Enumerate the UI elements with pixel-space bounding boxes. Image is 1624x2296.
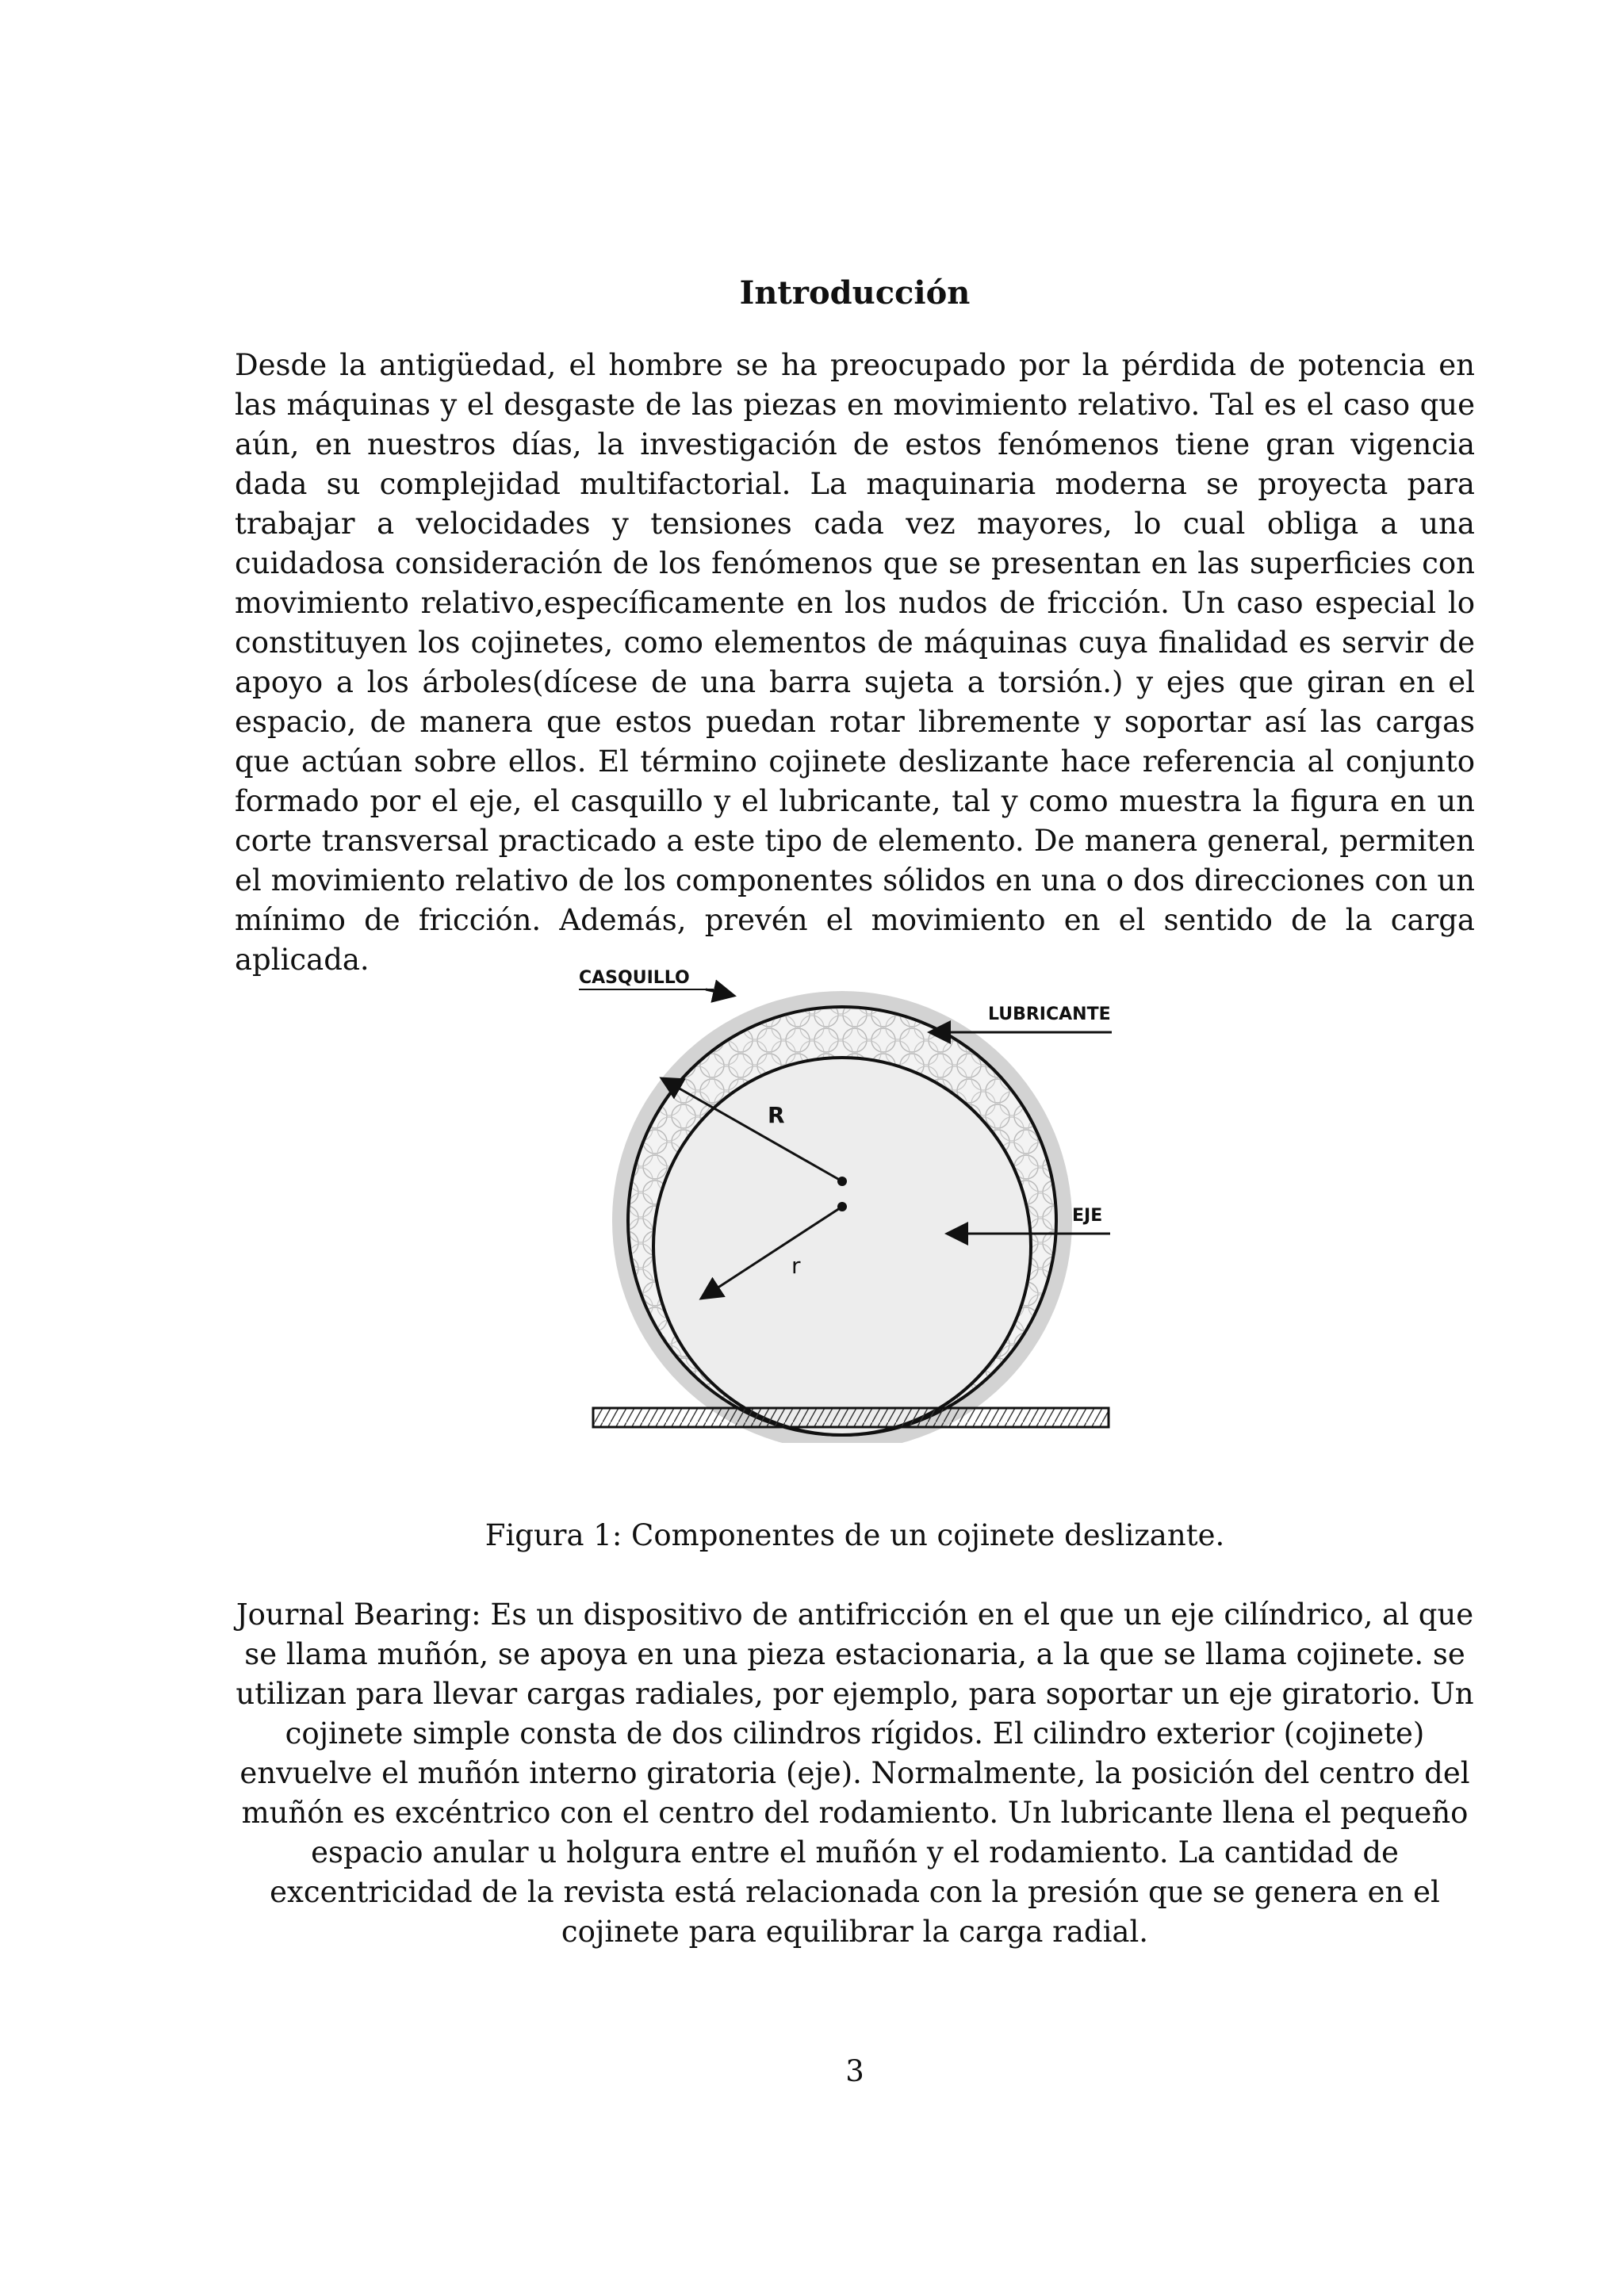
- label-casquillo: CASQUILLO: [579, 968, 690, 988]
- label-R: R: [768, 1102, 785, 1128]
- page-number: 3: [845, 2054, 864, 2088]
- figure-caption: Figura 1: Componentes de un cojinete deslizante.: [485, 1518, 1225, 1552]
- label-lubricante: LUBRICANTE: [988, 1004, 1111, 1024]
- ground-base: [593, 1408, 1109, 1427]
- journal-bearing-paragraph: Journal Bearing: Es un dispositivo de antifricción en el que un eje cilíndrico, al que se llama muñón, se apoya en una pieza estacionaria, a la que se llama cojinete. se utilizan para llevar cargas radiales, por ejemplo, para soportar un eje giratorio. Un cojinete simple consta de dos cilindros rígidos. El cilindro exterior (cojinete) envuelve el muñón interno giratoria (eje). Normalmente, la posición del centro del muñón es excéntrico con el centro del rodamiento. Un lubricante llena el pequeño espacio anular u holgura entre el muñón y el rodamiento. La cantidad de excentricidad de la revista está relacionada con la presión que se genera en el cojinete para equilibrar la carga radial.: [236, 1598, 1474, 1949]
- bearing-figure: [555, 951, 1158, 1443]
- intro-paragraph: Desde la antigüedad, el hombre se ha preocupado por la pérdida de potencia en las máquinas y el desgaste de las piezas en movimiento relativo. Tal es el caso que aún, en nuestros días, la investigación de estos fenómenos tiene gran vigencia dada su complejidad multifactorial. La maquinaria moderna se proyecta para trabajar a velocidades y tensiones cada vez mayores, lo cual obliga a una cuidadosa consideración de los fenómenos que se presentan en las superficies con movimiento relativo,específicamente en los nudos de fricción. Un caso especial lo constituyen los cojinetes, como elementos de máquinas cuya finalidad es servir de apoyo a los árboles(dícese de una barra sujeta a torsión.) y ejes que giran en el espacio, de manera que estos puedan rotar libremente y soportar así las cargas que actúan sobre ellos. El término cojinete deslizante hace referencia al conjunto formado por el eje, el casquillo y el lubricante, tal y como muestra la figura en un corte transversal practicado a este tipo de elemento. De manera general, permiten el movimiento relativo de los componentes sólidos en una o dos direcciones con un mínimo de fricción. Además, prevén el movimiento en el sentido de la carga aplicada.: [235, 348, 1475, 977]
- section-title: Introducción: [739, 274, 971, 312]
- label-r: r: [791, 1253, 801, 1279]
- label-eje: EJE: [1072, 1206, 1103, 1226]
- eje-circle: [653, 1058, 1031, 1435]
- casquillo-arrow: [706, 989, 734, 996]
